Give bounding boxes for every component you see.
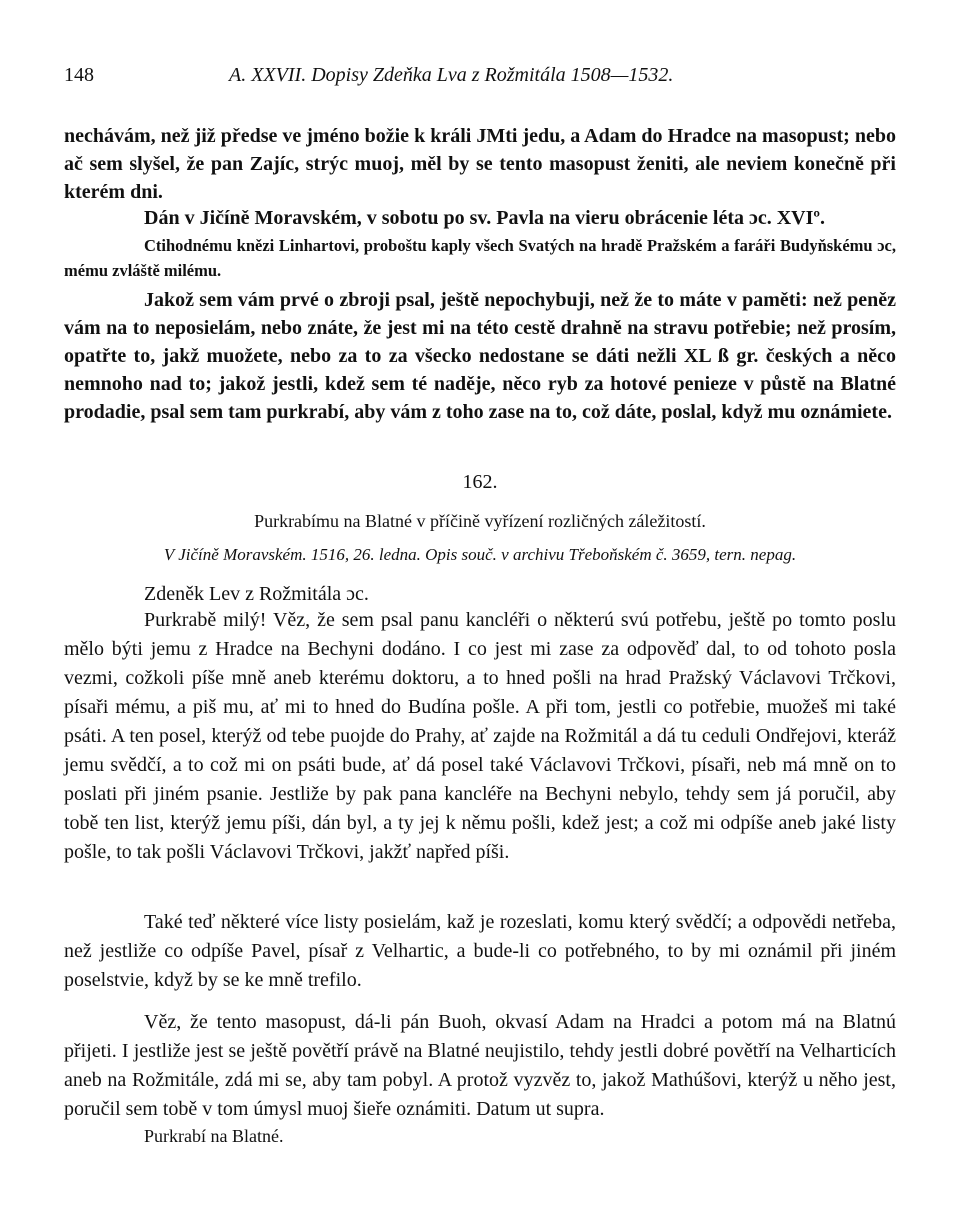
letter-sender: Zdeněk Lev z Rožmitála ɔc. <box>144 583 369 605</box>
letter-paragraph-2: Také teď některé více listy posielám, kaž je rozeslati, komu který svědčí; a odpovědi netřeba, než jestliže co odpíše Pavel, písař z Velhartic, a bude-li co potřebného, to by mi oznámil při jiném poselstvie, když by se ke mně trefilo. <box>64 911 896 991</box>
previous-letter-address: Ctihodnému knězi Linhartovi, proboštu kaply všech Svatých na hradě Pražském a faráři Budyňskému ɔc, mému zvláště milému. <box>64 236 896 280</box>
letter-source: V Jičíně Moravském. 1516, 26. ledna. Opis souč. v archivu Třeboňském č. 3659, tern. nepag. <box>163 545 797 564</box>
previous-letter-body: nechávám, než již předse ve jméno božie k králi JMti jedu, a Adam do Hradce na masopust; nebo ač sem slyšel, že pan Zajíc, strýc muoj, měl by se tento masopust ženiti, ale neviem konečně při kterém dni. <box>64 125 896 203</box>
letter-paragraph-3: Věz, že tento masopust, dá-li pán Buoh, okvasí Adam na Hradci a potom má na Blatnú přijeti. I jestliže jest se ještě povětří právě na Blatné neujistilo, tehdy jestli dobré povětří na Velharticích aneb na Rožmitále, zdá mi se, aby tam pobyl. A protož vyzvěz to, jakož Mathúšovi, kterýž u něho jest, poručil sem tobě v tom úmysl muoj šieře oznámiti. Datum ut supra. <box>64 1011 896 1120</box>
page-number: 148 <box>64 64 94 86</box>
previous-letter-dating: Dán v Jičíně Moravském, v sobotu po sv. Pavla na vieru obrácenie léta ɔc. XVIº. <box>144 207 826 229</box>
letter-number: 162. <box>462 471 498 493</box>
running-title: A. XXVII. Dopisy Zdeňka Lva z Rožmitála 1508—1532. <box>229 64 674 86</box>
letter-summary: Purkrabímu na Blatné v příčině vyřízení rozličných záležitostí. <box>254 511 706 531</box>
letter-paragraph-1: Purkrabě milý! Věz, že sem psal panu kancléři o některú svú potřebu, ještě po tomto poslu mělo býti jemu z Hradce na Bechyni dodáno. I co jest mi zase za odpověď dal, to od tohoto posla vezmi, cožkoli píše mně aneb kterému doktoru, a to hned pošli na hrad Pražský Václavovi Trčkovi, písaři mému, a piš mu, ať mi to hned do Budína pošle. A při tom, jestli co potřebie, muožeš mi také psáti. A ten posel, kterýž od tebe puojde do Prahy, ať zajde na Rožmitál a dá tu ceduli Ondřejovi, kteráž jemu svědčí, a to což mi on psáti bude, ať dá posel také Václavovi Trčkovi, písaři, neb má mně on to poslati při jiném psanie. Jestliže by pak pana kancléře na Bechyni nebylo, tehdy sem já poručil, aby tobě ten list, kterýž jemu píši, dán byl, a ty jej k němu pošli, kdež jest; a což mi odpíše aneb jaké listy pošle, to tak pošli Václavovi Trčkovi, jakžť napřed píši. <box>64 609 896 863</box>
page-header <box>64 64 896 94</box>
letter-closing: Purkrabí na Blatné. <box>144 1126 284 1146</box>
previous-letter-postscript: Jakož sem vám prvé o zbroji psal, ještě nepochybuji, než že to máte v paměti: než peněz vám na to neposielám, nebo znáte, že jest mi na této cestě drahně na stravu potřebie; než prosím, opatřte to, jakž muožete, nebo za to za všecko nedostane se dáti nežli XL ß gr. českých a něco nemnoho nad to; jakož jestli, kdež sem té naděje, něco ryb za hotové penieze v půstě na Blatné prodadie, psal sem tam purkrabí, aby vám z toho zase na to, což dáte, poslal, když mu oznámiete. <box>64 289 896 423</box>
